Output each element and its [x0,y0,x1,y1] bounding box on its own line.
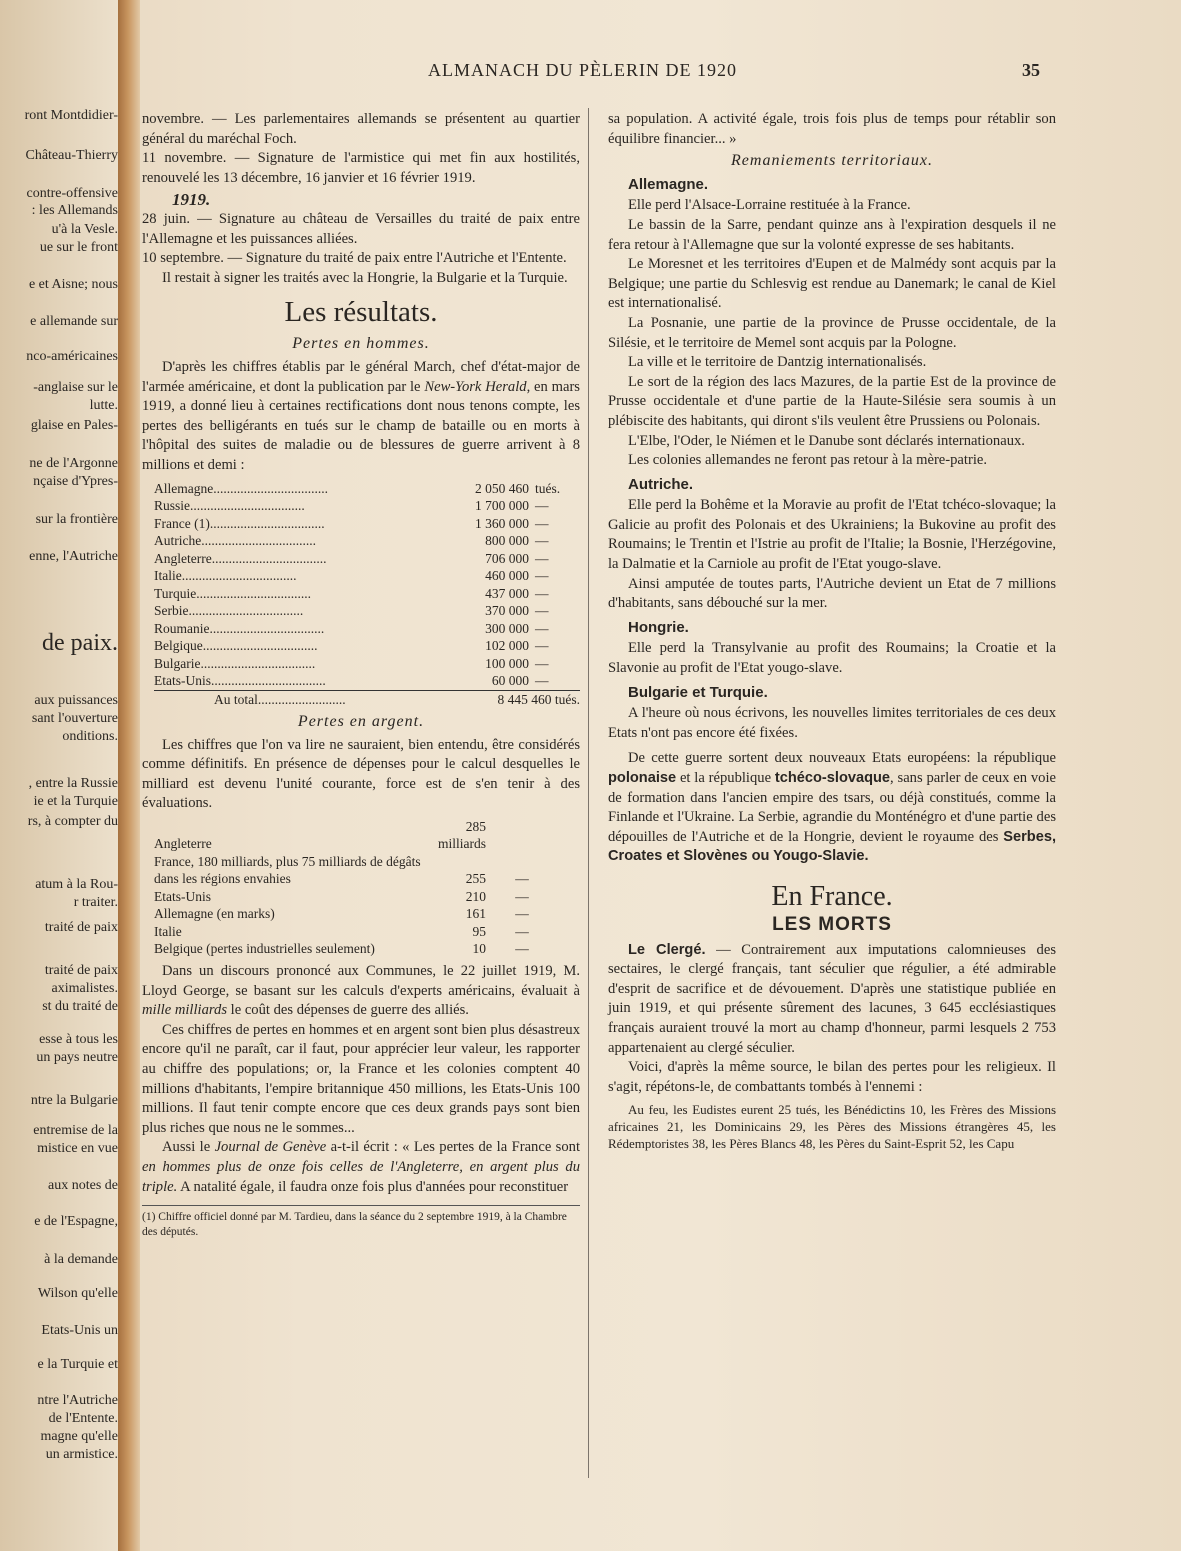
money-table-row: Belgique (pertes industrielles seulement) 10 — [154,941,529,957]
left-fragment-line: traité de paix [44,920,118,935]
money-table-row: Allemagne (en marks) 161 — [154,906,529,922]
chron-entry: novembre. — Les parlementaires allemands se présentent au quartier général du maréchal Foch. [142,111,580,147]
left-fragment-line: enne, l'Autriche [29,549,118,564]
men-table-row: Roumanie.................................. 300 000 — [154,620,549,636]
men-table-row: Turquie.................................. 437 000 — [154,585,549,601]
left-fragment-line: st du traité de [42,999,118,1014]
left-fragment-line: un pays neutre [36,1050,118,1065]
left-fragment-line: sur la frontière [35,512,118,527]
left-fragment-line: e et Aisne; nous [28,277,118,292]
austria-paragraphs [608,496,1056,614]
hungary-paragraph: Elle perd la Transylvanie au profit des Roumains; la Croatie et la Slavonie au profit de l'Etat yougo-slave. [608,640,1056,677]
germany-paragraph: La ville et le territoire de Dantzig internationalisés. [628,354,927,371]
left-fragment-line: mistice en vue [37,1141,118,1156]
left-fragment-line: esse à tous les [39,1032,118,1047]
germany-paragraph: Le Moresnet et les territoires d'Eupen et de Malmédy sont acquis par la Belgique; une partie du Schlesvig est rendue au Danemark; le canal de Kiel est internationalisé. [608,256,1056,312]
left-fragment-line: ue sur le front [39,240,118,255]
men-table-row: France (1).................................. 1 360 000 — [154,515,549,531]
clergy-paragraph: Le Clergé. — Contrairement aux imputations calomnieuses des sectaires, le clergé français, tant séculier que régulier, a été admirable d'esprit de sacrifice et de dévouement. D'après une statistique publiée en juin 1919, et qui présente sûrement des lacunes, 3 645 ecclésiastiques français auraient trouvé la mort au champ d'honneur, parmi lesquels 2 753 appartenaient au clergé séculier. [608,941,1057,1056]
paragraph-men: D'après les chiffres établis par le général March, chef d'état-major de l'armée américaine, et dont la publication par le New-York Herald, en mars 1919, a donné lieu à certaines rectifications dont nous tenons compte, les pertes des belligérants en tués sur le champ de bataille ou en morts à l'hôpital des suites de maladie ou de blessures de guerre arrivent à 8 millions et demi : [142,358,580,473]
left-fragment-line: onditions. [62,729,118,744]
paragraph-worse: Ces chiffres de pertes en hommes et en argent sont bien plus désastreux encore qu'il ne paraît, car il faut, pour apprécier leur valeur, les rapporter au chiffre des populations; or, la France et les colonies comptent 40 millions d'habitants, l'empire britannique 450 millions, les Etats-Unis 100 millions. Il faut tenir compte encore que ces deux grands pays sont bien plus riches que nous ne le sommes... [142,1021,580,1136]
left-fragment-line: de paix. [42,630,118,656]
men-table-row: Angleterre.................................. 706 000 — [154,550,549,566]
section-title: En France. [771,880,893,912]
austria-paragraph: Ainsi amputée de toutes parts, l'Autriche devient un Etat de 7 millions d'habitants, sans débouché sur la mer. [608,575,1056,612]
year-heading: 1919. [172,190,211,210]
page-gutter [118,0,140,1551]
left-fragment-line: rs, à compter du [27,814,118,829]
money-table-row: Etats-Unis 210 — [154,888,529,904]
men-table-row: Russie.................................. 1 700 000 — [154,498,549,513]
paragraph-continued: sa population. A activité égale, trois fois plus de temps pour rétablir son équilibre financier... » [608,111,1056,147]
money-table-row: Italie 95 — [154,923,529,939]
men-table-row: Serbie.................................. 370 000 — [154,603,549,618]
paragraph-geneve: Aussi le Journal de Genève a-t-il écrit : « Les pertes de la France sont en hommes plus de onze fois celles de l'Angleterre, en argent plus du triple. A natalité égale, il faudra onze fois plus d'années pour reconstituer [142,1139,581,1195]
men-table-row: Bulgarie.................................. 100 000 — [154,655,549,671]
chron-entry: 28 juin. — Signature au château de Versailles du traité de paix entre l'Allemagne et les puissances alliées. [142,210,580,247]
money-losses-table [154,818,552,958]
germany-paragraph: Le bassin de la Sarre, pendant quinze ans à l'expiration desquels il ne fera retour à l'Allemagne que sur la volonté expresse de ses habitants. [608,216,1056,253]
austria-paragraph: Elle perd la Bohême et la Moravie au profit de l'Etat tchéco-slovaque; la Galicie au profit des Polonais et des Ukrainiens; la Bukovine au profit des Roumains; le Trentin et l'Istrie au profit de l'Italie; la Bosnie, l'Herzégovine, la Dalmatie et la Carniole au profit de l'Etat yougo-slave. [608,497,1056,573]
men-total-row: Au total.......................... 8 445 460 tués. [154,690,580,708]
country-heading: Autriche. [628,475,694,493]
paragraph-lloyd: Dans un discours prononcé aux Communes, le 22 juillet 1919, M. Lloyd George, se basant sur les calculs d'experts américains, évaluait à mille milliards le coût des dépenses de guerre des alliés. [142,962,580,1019]
germany-paragraph: La Posnanie, une partie de la province de Prusse occidentale, de la Silésie, et le territoire de Memel sont acquis par la Pologne. [608,314,1056,351]
subsection-title: Pertes en argent. [297,713,425,730]
left-fragment-line: ne de l'Argonne [29,456,118,471]
running-title: ALMANACH DU PÈLERIN DE 1920 [428,60,737,80]
column-left [142,110,580,1240]
chron-entry: 11 novembre. — Signature de l'armistice qui met fin aux hostilités, renouvelé les 13 décembre, 16 janvier et 16 février 1919. [142,150,580,186]
left-fragment-line: lutte. [89,398,118,413]
left-fragment-line: sant l'ouverture [31,711,118,726]
paragraph-money: Les chiffres que l'on va lire ne sauraient, bien entendu, être considérés comme définitifs. En présence de dépenses pour le calcul desquelles le milliard est devenu l'unité courante, force est de s'en tenir à des évaluations. [142,736,580,812]
left-fragment-line: à la demande [44,1252,118,1267]
country-heading: Bulgarie et Turquie. [628,683,768,701]
left-fragment-line: aux notes de [48,1178,118,1193]
germany-paragraph: Elle perd l'Alsace-Lorraine restituée à la France. [628,197,911,214]
running-header [420,60,1160,88]
men-table-row: Etats-Unis.................................. 60 000 — [154,673,549,688]
religious-paragraph: Voici, d'après la même source, le bilan des pertes pour les religieux. Il s'agit, répétons-le, de combattants tombés à l'ennemi : [608,1059,1056,1095]
left-fragment-line: ront Montdidier- [24,108,118,123]
left-fragment-line: e la Turquie et [37,1357,118,1372]
men-table-row: Autriche.................................. 800 000 — [154,533,549,548]
money-table-row: Angleterre 285 milliards [154,818,486,852]
left-fragment-line: traité de paix [44,963,118,978]
left-fragment-line: aux puissances [34,693,118,708]
men-table-row: Allemagne.................................. 2 050 460 tués. [154,480,561,496]
money-table-row: France, 180 milliards, plus 75 milliards de dégâts dans les régions envahies 255 — [154,853,529,887]
left-fragment-line: e allemande sur [30,314,118,329]
left-fragment-line: Wilson qu'elle [37,1286,118,1301]
germany-paragraph: Les colonies allemandes ne feront pas retour à la mère-patrie. [628,452,988,469]
left-fragment-line: ntre la Bulgarie [30,1093,118,1108]
chron-entry: 10 septembre. — Signature du traité de paix entre l'Autriche et l'Entente. [142,250,567,267]
left-fragment-line: entremise de la [33,1123,118,1138]
subsection-title: Pertes en hommes. [292,335,430,353]
left-fragment-line: e de l'Espagne, [34,1214,118,1229]
men-losses-table [154,480,580,709]
men-table-row: Belgique.................................. 102 000 — [154,638,549,653]
germany-paragraphs [608,196,1056,470]
left-fragment-line: : les Allemands [31,203,118,218]
left-fragment-line: ie et la Turquie [33,794,118,809]
left-fragment-line: nçaise d'Ypres- [33,474,118,489]
left-fragment-line: atum à la Rou- [35,877,118,892]
left-fragment-line: nco-américaines [26,349,118,364]
left-fragment-line: ntre l'Autriche [37,1393,118,1408]
germany-paragraph: Le sort de la région des lacs Mazures, de la partie Est de la province de Prusse occidentale et d'une partie de la Haute-Silésie sera soumis à un plébiscite des habitants, qui diront s'ils veulent être Prussiens ou Polonais. [608,373,1056,429]
column-right [608,110,1056,1152]
left-fragment-line: un armistice. [45,1447,118,1462]
left-fragment-line: u'à la Vesle. [51,222,118,237]
country-heading: Allemagne. [628,175,709,193]
footnote: (1) Chiffre officiel donné par M. Tardieu, dans la séance du 2 septembre 1919, à la Chambre des députés. [142,1205,580,1240]
left-fragment-line: aximalistes. [51,981,118,996]
left-fragment-line: glaise en Pales- [30,418,118,433]
left-fragment-line: r traiter. [73,895,118,910]
country-heading: Hongrie. [628,618,689,636]
left-fragment-line: Château-Thierry [25,148,118,163]
page-number: 35 [1022,60,1040,80]
section-subtitle: LES MORTS [772,913,892,935]
section-title: Les résultats. [284,296,438,329]
left-fragment-line: -anglaise sur le [33,380,118,395]
men-table-row: Italie.................................. 460 000 — [154,568,549,583]
left-fragment-line: , entre la Russie [28,776,118,791]
religious-losses-paragraph: Au feu, les Eudistes eurent 25 tués, les Bénédictins 10, les Frères des Missions africaines 21, les Dominicains 29, les Pères des Missions étrangères 45, les Rédemptoristes 38, les Pères Blancs 48, les Pères du Saint-Esprit 52, les Capu [608,1102,1056,1152]
germany-paragraph: L'Elbe, l'Oder, le Niémen et le Danube sont déclarés internationaux. [628,432,1025,449]
column-rule [588,108,589,1478]
left-fragment-line: contre-offensive [26,186,118,201]
left-fragment-line: de l'Entente. [48,1411,118,1426]
left-fragment-line: Etats-Unis un [41,1323,118,1338]
subsection-title: Remaniements territoriaux. [731,152,933,170]
chron-entry: Il restait à signer les traités avec la Hongrie, la Bulgarie et la Turquie. [162,269,568,286]
new-states-paragraph: De cette guerre sortent deux nouveaux Etats européens: la république polonaise et la république tchéco-slovaque, sans parler de ceux en voie de formation dans l'ancien empire des tsars, ou déjà constitués, comme la Finlande et l'Ukraine. La Serbie, agrandie du Monténégro et d'une partie des dépouilles de l'Autriche et de la Hongrie, devient le royaume des Serbes, Croates et Slovènes ou Yougo-Slavie. [608,750,1056,865]
bulgaria-paragraph: A l'heure où nous écrivons, les nouvelles limites territoriales de ces deux Etats n'ont pas encore été fixées. [608,705,1056,741]
left-fragment-line: magne qu'elle [40,1429,118,1444]
